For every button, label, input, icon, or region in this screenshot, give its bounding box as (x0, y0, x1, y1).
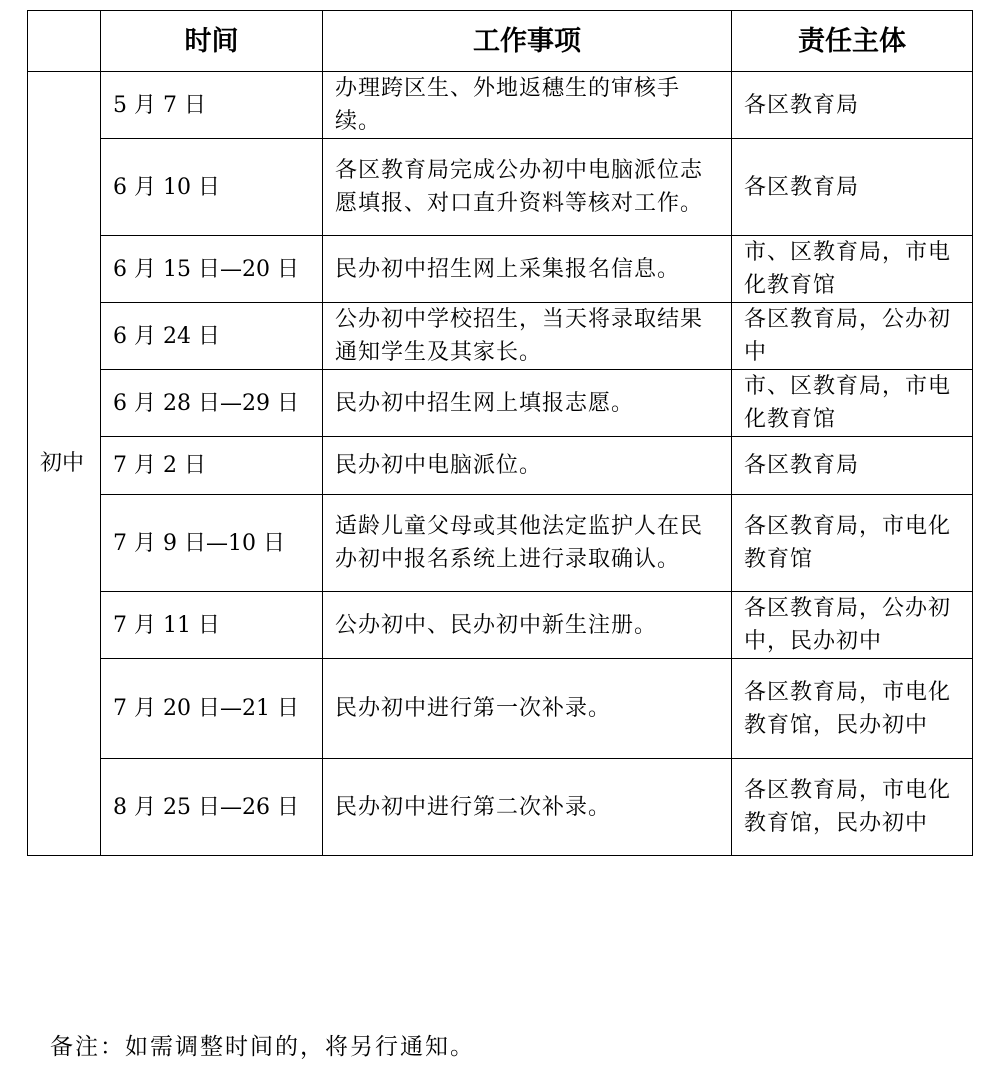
table-row (28, 72, 973, 139)
task-cell: 适龄儿童父母或其他法定监护人在民办初中报名系统上进行录取确认。 (323, 495, 732, 592)
table-row (28, 303, 973, 370)
header-task: 工作事项 (323, 11, 732, 72)
owner-cell: 各区教育局 (732, 72, 973, 139)
table-row (28, 495, 973, 592)
stage-cell: 初中 (28, 72, 101, 856)
owner-cell: 各区教育局，公办初中 (732, 303, 973, 370)
owner-cell: 各区教育局，市电化教育馆 (732, 495, 973, 592)
date-cell: 6 月 15 日—20 日 (101, 236, 323, 303)
owner-cell: 各区教育局，市电化教育馆，民办初中 (732, 759, 973, 856)
header-stage (28, 11, 101, 72)
task-cell: 各区教育局完成公办初中电脑派位志愿填报、对口直升资料等核对工作。 (323, 139, 732, 236)
table-row (28, 139, 973, 236)
date-cell: 6 月 28 日—29 日 (101, 370, 323, 437)
schedule-table (27, 10, 973, 856)
table-row (28, 592, 973, 659)
table-row (28, 370, 973, 437)
table-header-row (28, 11, 973, 72)
task-cell: 民办初中进行第二次补录。 (323, 759, 732, 856)
date-cell: 7 月 20 日—21 日 (101, 659, 323, 759)
header-time: 时间 (101, 11, 323, 72)
date-cell: 7 月 11 日 (101, 592, 323, 659)
task-cell: 公办初中学校招生，当天将录取结果通知学生及其家长。 (323, 303, 732, 370)
owner-cell: 各区教育局 (732, 437, 973, 495)
task-cell: 办理跨区生、外地返穗生的审核手续。 (323, 72, 732, 139)
owner-cell: 市、区教育局，市电化教育馆 (732, 370, 973, 437)
task-cell: 民办初中招生网上采集报名信息。 (323, 236, 732, 303)
owner-cell: 市、区教育局，市电化教育馆 (732, 236, 973, 303)
table-row (28, 236, 973, 303)
date-cell: 5 月 7 日 (101, 72, 323, 139)
date-cell: 8 月 25 日—26 日 (101, 759, 323, 856)
owner-cell: 各区教育局，公办初中，民办初中 (732, 592, 973, 659)
owner-cell: 各区教育局 (732, 139, 973, 236)
date-cell: 6 月 24 日 (101, 303, 323, 370)
date-cell: 7 月 9 日—10 日 (101, 495, 323, 592)
date-cell: 7 月 2 日 (101, 437, 323, 495)
task-cell: 民办初中进行第一次补录。 (323, 659, 732, 759)
task-cell: 民办初中电脑派位。 (323, 437, 732, 495)
task-cell: 民办初中招生网上填报志愿。 (323, 370, 732, 437)
header-owner: 责任主体 (732, 11, 973, 72)
owner-cell: 各区教育局，市电化教育馆，民办初中 (732, 659, 973, 759)
table-row (28, 759, 973, 856)
table-row (28, 659, 973, 759)
table-row (28, 437, 973, 495)
remark-note: 备注：如需调整时间的，将另行通知。 (50, 1034, 475, 1060)
task-cell: 公办初中、民办初中新生注册。 (323, 592, 732, 659)
date-cell: 6 月 10 日 (101, 139, 323, 236)
